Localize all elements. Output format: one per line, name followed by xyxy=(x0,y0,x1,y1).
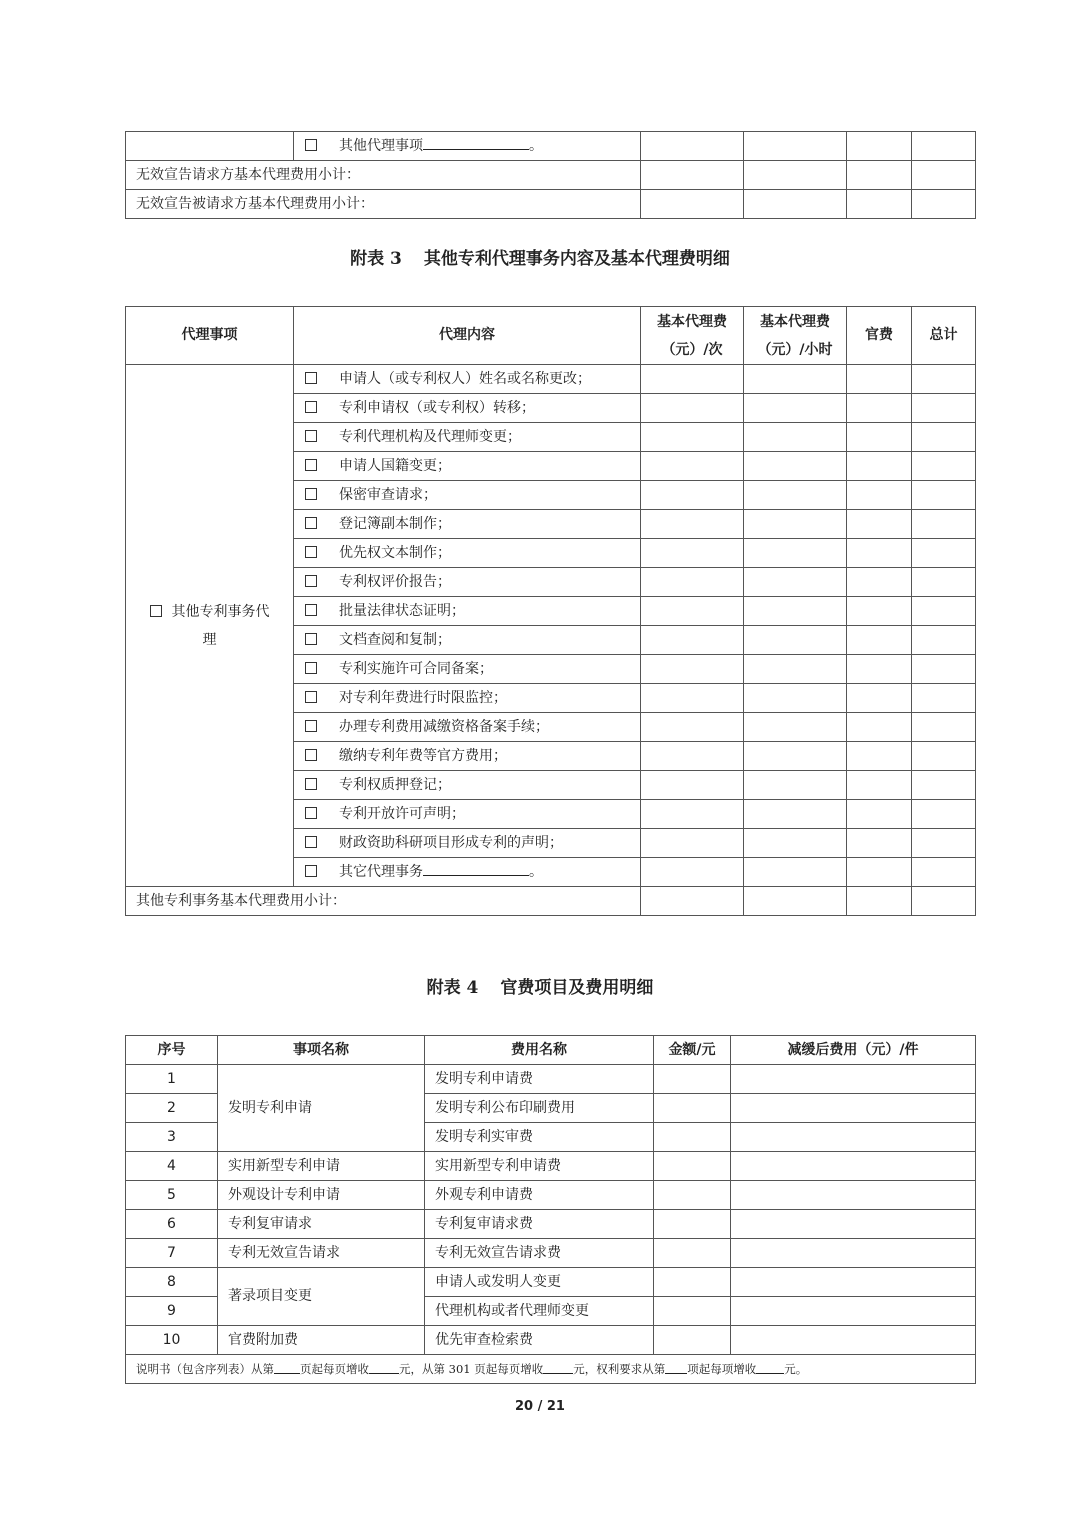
item-label: 批量法律状态证明； xyxy=(339,602,465,619)
amount-cell[interactable] xyxy=(654,1181,731,1210)
col-header-fee-per-time: 基本代理费 （元）/次 xyxy=(641,307,744,365)
table3-title: 附表 3 其他专利代理事务内容及基本代理费明细 xyxy=(350,249,730,269)
matter-name: 外观设计专利申请 xyxy=(218,1181,425,1210)
col-header-official: 官费 xyxy=(847,307,912,365)
fee-name: 申请人或发明人变更 xyxy=(425,1268,654,1297)
content-item xyxy=(294,510,641,539)
fee-cell[interactable] xyxy=(641,190,744,219)
table-row: 其他代理事项 。 xyxy=(126,132,976,161)
content-item xyxy=(294,713,641,742)
fee-name: 发明专利公布印刷费用 xyxy=(425,1094,654,1123)
item-label: 其他代理事项 xyxy=(339,137,423,154)
fee-cell[interactable] xyxy=(641,510,744,539)
fee-cell[interactable] xyxy=(912,597,976,626)
checkbox[interactable] xyxy=(305,604,317,616)
fee-cell[interactable] xyxy=(641,713,744,742)
matter-name: 发明专利申请 xyxy=(218,1065,425,1152)
fee-name: 优先审查检索费 xyxy=(425,1326,654,1355)
content-item xyxy=(294,626,641,655)
fee-cell[interactable] xyxy=(641,394,744,423)
table-row: 2 发明专利公布印刷费用 xyxy=(126,1094,976,1123)
fee-cell[interactable] xyxy=(641,829,744,858)
fee-name: 代理机构或者代理师变更 xyxy=(425,1297,654,1326)
fee-cell[interactable] xyxy=(641,597,744,626)
fee-cell[interactable] xyxy=(847,626,912,655)
fee-cell[interactable] xyxy=(641,626,744,655)
fee-name: 发明专利实审费 xyxy=(425,1123,654,1152)
fee-cell[interactable] xyxy=(641,423,744,452)
official-fee-table xyxy=(125,1035,976,1384)
fee-cell[interactable] xyxy=(847,423,912,452)
fee-cell[interactable] xyxy=(641,481,744,510)
fee-cell[interactable] xyxy=(847,568,912,597)
checkbox[interactable] xyxy=(305,865,317,877)
fee-cell[interactable] xyxy=(847,800,912,829)
fee-cell[interactable] xyxy=(744,481,847,510)
fee-cell[interactable] xyxy=(641,684,744,713)
reduced-cell[interactable] xyxy=(731,1152,976,1181)
fee-cell[interactable] xyxy=(641,365,744,394)
table-row xyxy=(126,887,976,916)
col-header-reduced: 减缓后费用（元）/件 xyxy=(731,1036,976,1065)
checkbox[interactable] xyxy=(305,575,317,587)
fee-cell[interactable] xyxy=(912,858,976,887)
table-header xyxy=(126,1036,976,1065)
fee-cell[interactable] xyxy=(912,510,976,539)
checkbox[interactable] xyxy=(305,807,317,819)
fee-name: 发明专利申请费 xyxy=(425,1065,654,1094)
checkbox[interactable] xyxy=(305,488,317,500)
fee-cell[interactable] xyxy=(912,684,976,713)
fee-cell[interactable] xyxy=(744,452,847,481)
surcharge-note: 说明书（包含序列表）从第 页起每页增收 元，从第 301 页起每页增收 元，权利要求从第 项起每项增收 元。 xyxy=(126,1355,976,1384)
checkbox[interactable] xyxy=(305,430,317,442)
item-label: 优先权文本制作； xyxy=(339,544,451,561)
fee-cell[interactable] xyxy=(912,481,976,510)
table-row: 9 代理机构或者代理师变更 xyxy=(126,1297,976,1326)
item-label: 对专利年费进行时限监控； xyxy=(339,689,507,706)
fee-cell[interactable] xyxy=(847,481,912,510)
fee-cell[interactable] xyxy=(912,887,976,916)
reduced-cell[interactable] xyxy=(731,1297,976,1326)
fee-cell[interactable] xyxy=(912,742,976,771)
fee-cell[interactable] xyxy=(912,132,976,161)
fee-cell[interactable] xyxy=(847,858,912,887)
fee-cell[interactable] xyxy=(744,190,847,219)
item-label: 专利实施许可合同备案； xyxy=(339,660,493,677)
checkbox[interactable] xyxy=(305,836,317,848)
col-header-matter: 事项名称 xyxy=(218,1036,425,1065)
reduced-cell[interactable] xyxy=(731,1065,976,1094)
checkbox[interactable] xyxy=(305,633,317,645)
table-row: 1 发明专利申请 发明专利申请费 xyxy=(126,1065,976,1094)
col-header-fee-name: 费用名称 xyxy=(425,1036,654,1065)
fee-cell[interactable] xyxy=(744,132,847,161)
fee-cell[interactable] xyxy=(912,365,976,394)
fee-name: 专利无效宣告请求费 xyxy=(425,1239,654,1268)
subtotal-label: 无效宣告请求方基本代理费用小计： xyxy=(126,161,641,190)
reduced-cell[interactable] xyxy=(731,1239,976,1268)
fee-cell[interactable] xyxy=(641,858,744,887)
item-label: 专利权评价报告； xyxy=(339,573,451,590)
matter-name: 著录项目变更 xyxy=(218,1268,425,1326)
item-label: 专利申请权（或专利权）转移； xyxy=(339,399,535,416)
fee-cell[interactable] xyxy=(912,771,976,800)
matter-name: 专利无效宣告请求 xyxy=(218,1239,425,1268)
fee-cell[interactable] xyxy=(847,887,912,916)
subtotal-label: 无效宣告被请求方基本代理费用小计： xyxy=(126,190,641,219)
checkbox[interactable] xyxy=(150,605,162,617)
content-item xyxy=(294,742,641,771)
fee-cell[interactable] xyxy=(912,626,976,655)
table-row xyxy=(126,190,976,219)
fee-cell[interactable] xyxy=(847,132,912,161)
fee-cell[interactable] xyxy=(847,510,912,539)
fee-cell[interactable] xyxy=(847,365,912,394)
fee-cell[interactable] xyxy=(641,771,744,800)
col-header-matter: 代理事项 xyxy=(126,307,294,365)
fee-cell[interactable] xyxy=(847,655,912,684)
table4-title: 附表 4 官费项目及费用明细 xyxy=(426,978,654,998)
table-row xyxy=(126,161,976,190)
content-item xyxy=(294,829,641,858)
matter-name: 专利复审请求 xyxy=(218,1210,425,1239)
item-label: 其它代理事务 xyxy=(339,863,423,880)
checkbox[interactable] xyxy=(305,691,317,703)
checkbox[interactable] xyxy=(305,401,317,413)
content-item xyxy=(294,684,641,713)
fee-cell[interactable] xyxy=(744,771,847,800)
fee-cell[interactable] xyxy=(744,800,847,829)
fee-cell[interactable] xyxy=(641,655,744,684)
amount-cell[interactable] xyxy=(654,1268,731,1297)
fee-cell[interactable] xyxy=(912,539,976,568)
col-header-content: 代理内容 xyxy=(294,307,641,365)
reduced-cell[interactable] xyxy=(731,1181,976,1210)
fee-cell[interactable] xyxy=(847,829,912,858)
item-label: 专利开放许可声明； xyxy=(339,805,465,822)
fee-cell[interactable] xyxy=(912,161,976,190)
amount-cell[interactable] xyxy=(654,1326,731,1355)
content-item xyxy=(294,423,641,452)
checkbox[interactable] xyxy=(305,546,317,558)
fee-cell[interactable] xyxy=(744,423,847,452)
fee-cell[interactable] xyxy=(641,161,744,190)
fee-cell[interactable] xyxy=(744,161,847,190)
item-label: 专利权质押登记； xyxy=(339,776,451,793)
amount-cell[interactable] xyxy=(654,1210,731,1239)
other-affairs-fee-table xyxy=(125,306,976,916)
item-label: 文档查阅和复制； xyxy=(339,631,451,648)
checkbox[interactable] xyxy=(305,662,317,674)
fee-cell[interactable] xyxy=(744,858,847,887)
checkbox[interactable] xyxy=(305,372,317,384)
fee-cell[interactable] xyxy=(744,394,847,423)
fee-cell[interactable] xyxy=(641,887,744,916)
content-item xyxy=(294,539,641,568)
fee-cell[interactable] xyxy=(912,568,976,597)
fee-name: 实用新型专利申请费 xyxy=(425,1152,654,1181)
reduced-cell[interactable] xyxy=(731,1123,976,1152)
subtotal-label: 其他专利事务基本代理费用小计： xyxy=(126,887,641,916)
checkbox[interactable] xyxy=(305,778,317,790)
fee-cell[interactable] xyxy=(744,829,847,858)
item-label: 专利代理机构及代理师变更； xyxy=(339,428,521,445)
fee-cell[interactable] xyxy=(641,568,744,597)
fee-cell[interactable] xyxy=(641,452,744,481)
matter-name: 官费附加费 xyxy=(218,1326,425,1355)
fee-cell[interactable] xyxy=(912,423,976,452)
item-label: 申请人（或专利权人）姓名或名称更改； xyxy=(339,370,591,387)
table-row: 5 外观设计专利申请 外观专利申请费 xyxy=(126,1181,976,1210)
content-item xyxy=(294,800,641,829)
fee-cell[interactable] xyxy=(847,771,912,800)
table-row xyxy=(126,365,976,394)
fee-cell[interactable] xyxy=(847,161,912,190)
item-label: 申请人国籍变更； xyxy=(339,457,451,474)
fee-cell[interactable] xyxy=(912,829,976,858)
checkbox[interactable] xyxy=(305,517,317,529)
item-label: 缴纳专利年费等官方费用； xyxy=(339,747,507,764)
fee-cell[interactable] xyxy=(641,800,744,829)
fee-name: 专利复审请求费 xyxy=(425,1210,654,1239)
fee-name: 外观专利申请费 xyxy=(425,1181,654,1210)
fee-cell[interactable] xyxy=(912,800,976,829)
fee-cell[interactable] xyxy=(847,713,912,742)
fee-cell[interactable] xyxy=(912,452,976,481)
fee-cell[interactable] xyxy=(641,742,744,771)
fee-cell[interactable] xyxy=(744,713,847,742)
fee-cell[interactable] xyxy=(912,655,976,684)
content-item xyxy=(294,771,641,800)
matter-name: 实用新型专利申请 xyxy=(218,1152,425,1181)
matter-group: 其他专利事务代 理 xyxy=(126,365,294,887)
amount-cell[interactable] xyxy=(654,1152,731,1181)
amount-cell[interactable] xyxy=(654,1239,731,1268)
table-row: 10 官费附加费 优先审查检索费 xyxy=(126,1326,976,1355)
fee-cell[interactable] xyxy=(847,190,912,219)
content-item xyxy=(294,597,641,626)
table-row: 6 专利复审请求 专利复审请求费 xyxy=(126,1210,976,1239)
fee-cell[interactable] xyxy=(744,568,847,597)
col-header-no: 序号 xyxy=(126,1036,218,1065)
col-header-amount: 金额/元 xyxy=(654,1036,731,1065)
reduced-cell[interactable] xyxy=(731,1094,976,1123)
content-item xyxy=(294,481,641,510)
fee-cell[interactable] xyxy=(912,394,976,423)
amount-cell[interactable] xyxy=(654,1297,731,1326)
fee-cell[interactable] xyxy=(744,887,847,916)
content-item xyxy=(294,452,641,481)
fee-cell[interactable] xyxy=(847,742,912,771)
item-label: 保密审查请求； xyxy=(339,486,437,503)
fee-cell[interactable] xyxy=(744,597,847,626)
fee-cell[interactable] xyxy=(912,190,976,219)
content-item: 其它代理事务 。 xyxy=(294,858,641,887)
fee-cell[interactable] xyxy=(744,626,847,655)
amount-cell[interactable] xyxy=(654,1094,731,1123)
fee-cell[interactable] xyxy=(847,684,912,713)
checkbox[interactable] xyxy=(305,459,317,471)
item-label: 财政资助科研项目形成专利的声明； xyxy=(339,834,563,851)
reduced-cell[interactable] xyxy=(731,1268,976,1297)
table-note-row xyxy=(126,1355,976,1384)
fee-cell[interactable] xyxy=(744,539,847,568)
item-label: 办理专利费用减缴资格备案手续； xyxy=(339,718,549,735)
fee-cell[interactable] xyxy=(847,597,912,626)
table-row: 3 发明专利实审费 xyxy=(126,1123,976,1152)
col-header-fee-per-hour: 基本代理费 （元）/小时 xyxy=(744,307,847,365)
content-item xyxy=(294,394,641,423)
fee-cell[interactable] xyxy=(641,539,744,568)
content-item xyxy=(294,365,641,394)
fee-cell[interactable] xyxy=(744,365,847,394)
content-item xyxy=(294,568,641,597)
page-number: 20 / 21 xyxy=(515,1399,565,1414)
amount-cell[interactable] xyxy=(654,1123,731,1152)
fee-cell[interactable] xyxy=(744,510,847,539)
reduced-cell[interactable] xyxy=(731,1210,976,1239)
fee-cell[interactable] xyxy=(744,742,847,771)
fee-cell[interactable] xyxy=(912,713,976,742)
col-header-total: 总计 xyxy=(912,307,976,365)
fee-cell[interactable] xyxy=(641,132,744,161)
checkbox[interactable] xyxy=(305,749,317,761)
fee-cell[interactable] xyxy=(744,655,847,684)
table-row: 8 著录项目变更 申请人或发明人变更 xyxy=(126,1268,976,1297)
table-row: 7 专利无效宣告请求 专利无效宣告请求费 xyxy=(126,1239,976,1268)
reduced-cell[interactable] xyxy=(731,1326,976,1355)
invalidation-fee-table-end xyxy=(125,131,976,219)
fee-cell[interactable] xyxy=(847,394,912,423)
table-header xyxy=(126,307,976,365)
amount-cell[interactable] xyxy=(654,1065,731,1094)
table-row: 4 实用新型专利申请 实用新型专利申请费 xyxy=(126,1152,976,1181)
fee-cell[interactable] xyxy=(744,684,847,713)
checkbox[interactable] xyxy=(305,139,317,151)
content-item xyxy=(294,655,641,684)
item-label: 登记簿副本制作； xyxy=(339,515,451,532)
fee-cell[interactable] xyxy=(847,539,912,568)
checkbox[interactable] xyxy=(305,720,317,732)
fee-cell[interactable] xyxy=(847,452,912,481)
